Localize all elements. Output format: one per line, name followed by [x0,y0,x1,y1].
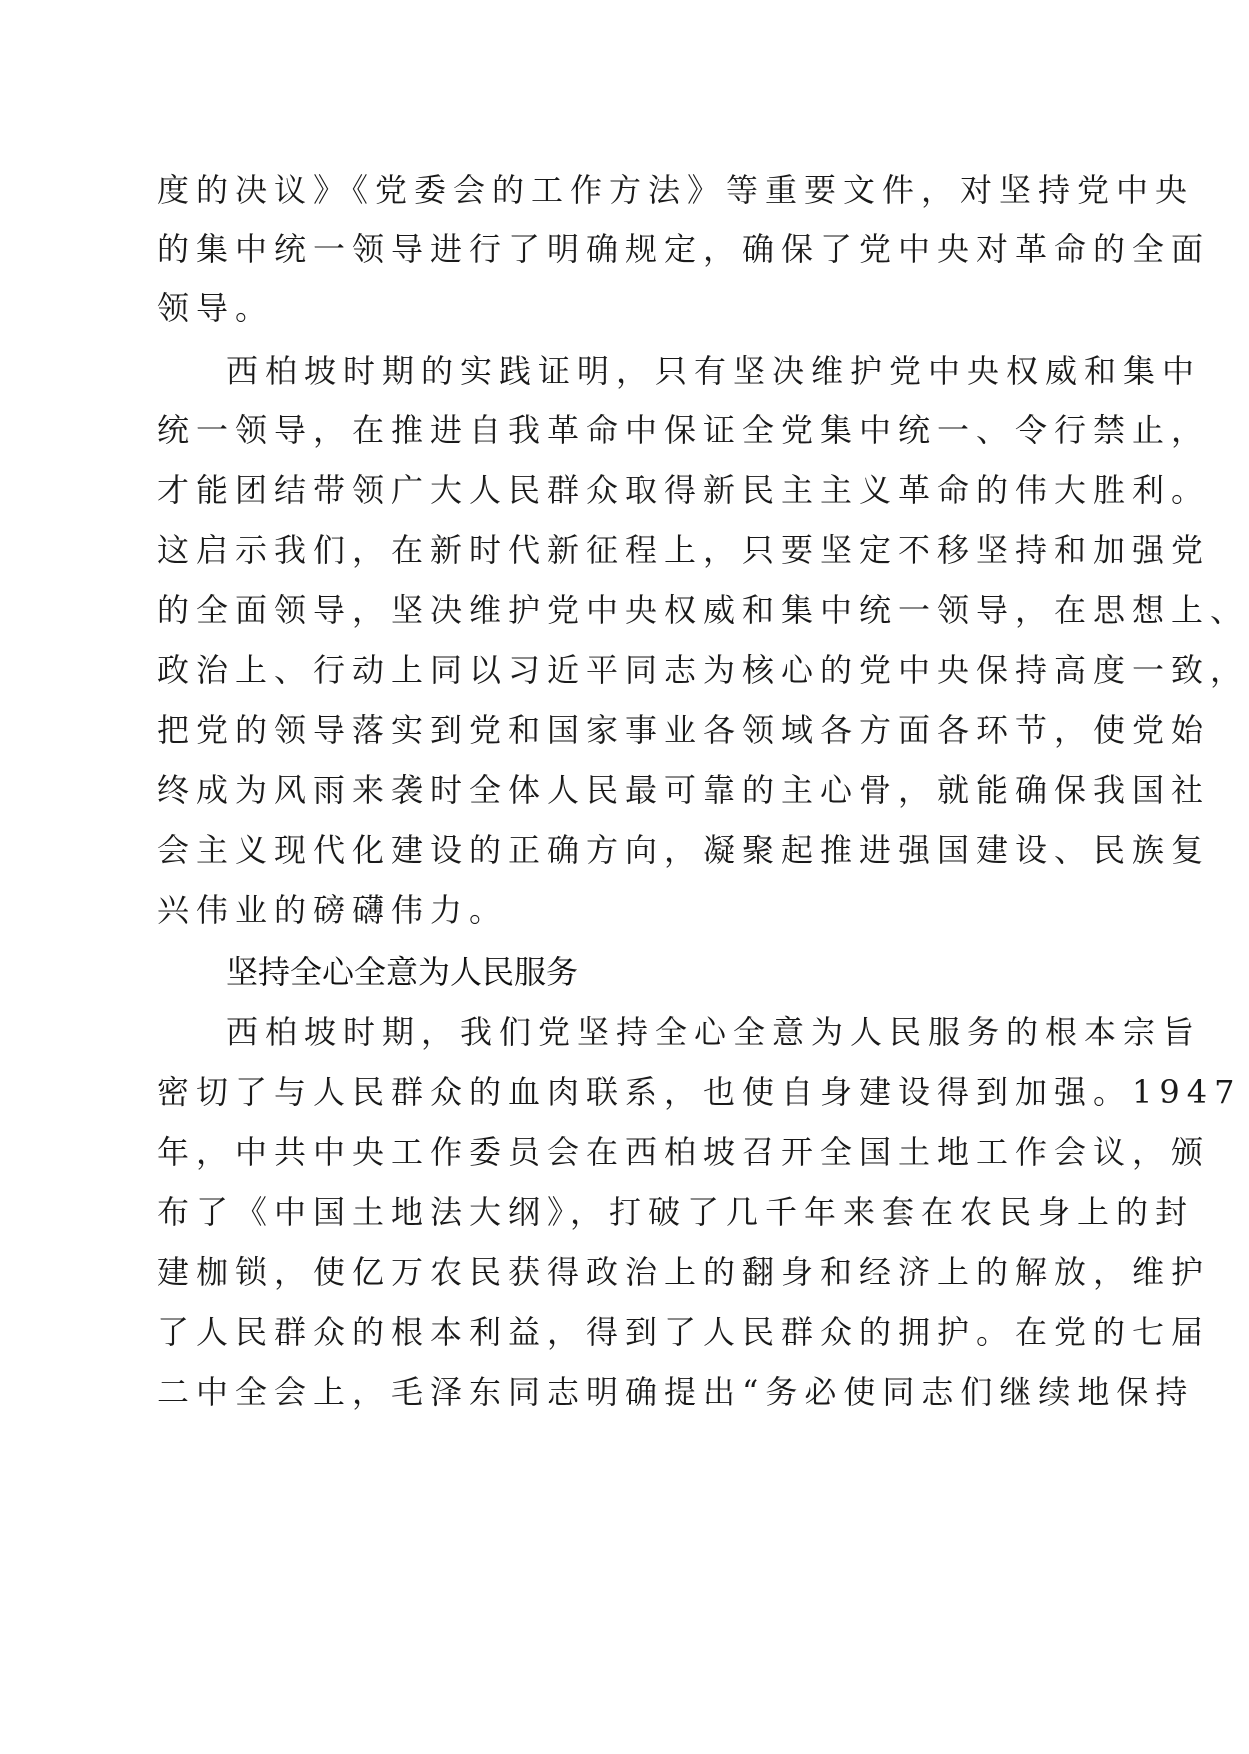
body-text-line: 布了《中国土地法大纲》，打破了几千年来套在农民身上的封 [157,1193,1195,1231]
body-text-line: 西柏坡时期的实践证明，只有坚决维护党中央权威和集中 [226,352,1202,390]
body-text-line: 西柏坡时期，我们党坚持全心全意为人民服务的根本宗旨 [226,1013,1202,1051]
body-text-line: 会主义现代化建设的正确方向，凝聚起推进强国建设、民族复 [157,831,1211,869]
body-text-line: 了人民群众的根本利益，得到了人民群众的拥护。在党的七届 [157,1313,1211,1351]
section-heading: 坚持全心全意为人民服务 [226,953,579,991]
body-text-line: 年，中共中央工作委员会在西柏坡召开全国土地工作会议，颁 [157,1133,1211,1171]
body-text-line: 建枷锁，使亿万农民获得政治上的翻身和经济上的解放，维护 [157,1253,1211,1291]
body-text-line: 二中全会上，毛泽东同志明确提出“务必使同志们继续地保持 [157,1373,1195,1411]
body-text-line: 才能团结带领广大人民群众取得新民主主义革命的伟大胜利。 [157,471,1211,509]
body-text-line: 的集中统一领导进行了明确规定，确保了党中央对革命的全面 [157,230,1211,268]
body-text-line: 度的决议》《党委会的工作方法》等重要文件，对坚持党中央 [157,171,1195,209]
body-text-line: 领导。 [157,289,275,327]
body-text-line: 的全面领导，坚决维护党中央权威和集中统一领导，在思想上、 [157,591,1249,629]
body-text-line: 这启示我们，在新时代新征程上，只要坚定不移坚持和加强党 [157,531,1211,569]
body-text-line: 政治上、行动上同以习近平同志为核心的党中央保持高度一致， [157,651,1249,689]
body-text-line: 密切了与人民群众的血肉联系，也使自身建设得到加强。1947 [157,1073,1242,1111]
body-text-line: 统一领导，在推进自我革命中保证全党集中统一、令行禁止， [157,411,1211,449]
body-text-line: 终成为风雨来袭时全体人民最可靠的主心骨，就能确保我国社 [157,771,1211,809]
body-text-line: 把党的领导落实到党和国家事业各领域各方面各环节，使党始 [157,711,1211,749]
body-text-line: 兴伟业的磅礴伟力。 [157,891,509,929]
